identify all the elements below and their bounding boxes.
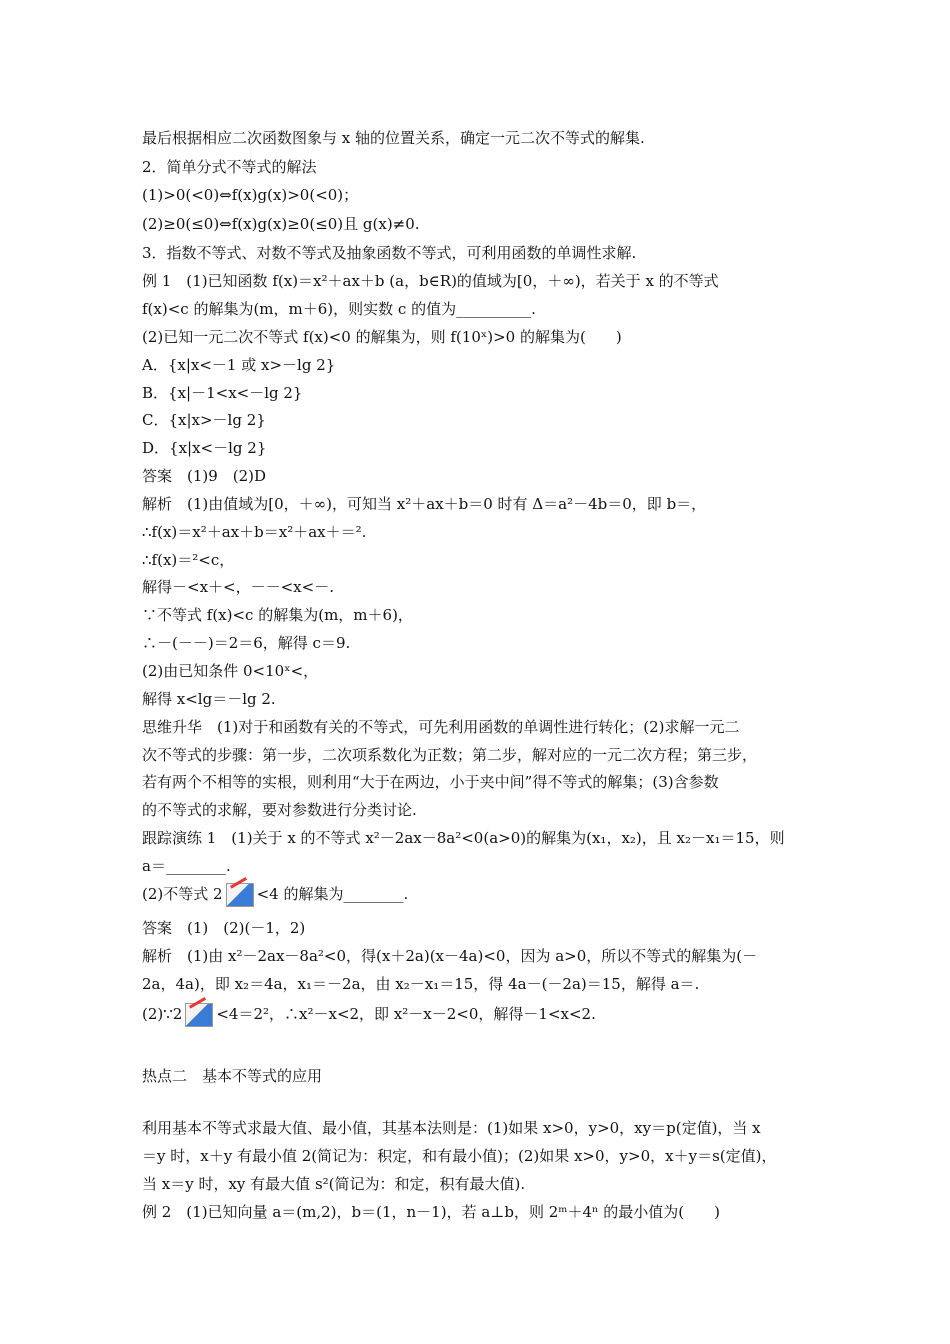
text-line: 若有两个不相等的实根，则利用“大于在两边，小于夹中间”得不等式的解集；(3)含参数: [142, 773, 719, 791]
text-segment: (2)不等式 2: [142, 885, 223, 903]
text-line: (1)>0(<0)⇔f(x)g(x)>0(<0)；: [142, 186, 359, 204]
text-segment: (2)∵2: [142, 1005, 183, 1023]
text-line: f(x)<c 的解集为(m，m＋6)，则实数 c 的值为__________.: [142, 300, 536, 318]
broken-image-icon: [226, 883, 254, 907]
text-line: D．{x|x<－lg 2}: [142, 439, 267, 457]
text-line: (2)已知一元二次不等式 f(x)<0 的解集为，则 f(10ˣ)>0 的解集为( ): [142, 328, 622, 346]
text-segment: <4＝2²，∴x²－x<2，即 x²－x－2<0，解得－1<x<2.: [216, 1005, 596, 1023]
text-line: 例 1 (1)已知函数 f(x)＝x²＋ax＋b (a，b∈R)的值域为[0，＋∞)，若关于 x 的不等式: [142, 272, 719, 290]
text-line: ∵不等式 f(x)<c 的解集为(m，m＋6)，: [142, 606, 413, 624]
text-line: 热点二 基本不等式的应用: [142, 1067, 323, 1085]
text-line: 解得－<x＋<，－－<x<－.: [142, 578, 334, 596]
text-line-with-image: [142, 1003, 820, 1027]
text-line: 解析 (1)由值域为[0，＋∞)，可知当 x²＋ax＋b＝0 时有 Δ＝a²－4b＝0，即 b＝，: [142, 495, 707, 513]
text-line: 答案 (1) (2)(－1，2): [142, 919, 306, 937]
text-line: 3．指数不等式、对数不等式及抽象函数不等式，可利用函数的单调性求解.: [142, 244, 637, 262]
text-line: ∴f(x)＝²<c，: [142, 551, 235, 569]
text-line: A．{x|x<－1 或 x>－lg 2}: [142, 356, 336, 374]
text-line: 答案 (1)9 (2)D: [142, 467, 267, 485]
text-line: 当 x＝y 时，xy 有最大值 s²(简记为：和定，积有最大值).: [142, 1175, 526, 1193]
text-line: C．{x|x>－lg 2}: [142, 411, 266, 429]
text-line: (2)由已知条件 0<10ˣ<，: [142, 662, 319, 680]
text-line: a＝________.: [142, 857, 231, 875]
text-line-with-image: [142, 883, 820, 907]
text-line: 利用基本不等式求最大值、最小值，其基本法则是：(1)如果 x>0，y>0，xy＝p(定值)，当 x: [142, 1119, 761, 1137]
text-segment: <4 的解集为________.: [256, 885, 409, 903]
text-line: ∴－(－－)＝2＝6，解得 c＝9.: [142, 634, 351, 652]
text-line: 思维升华 (1)对于和函数有关的不等式，可先利用函数的单调性进行转化；(2)求解一元二: [142, 718, 740, 736]
text-line: 跟踪演练 1 (1)关于 x 的不等式 x²－2ax－8a²<0(a>0)的解集为(x₁，x₂)，且 x₂－x₁＝15，则: [142, 829, 785, 847]
text-line: 次不等式的步骤：第一步，二次项系数化为正数；第二步，解对应的一元二次方程；第三步，: [142, 746, 758, 764]
text-line: 解析 (1)由 x²－2ax－8a²<0，得(x＋2a)(x－4a)<0，因为 a>0，所以不等式的解集为(－: [142, 947, 758, 965]
broken-image-icon: [185, 1003, 213, 1027]
text-line: 2．简单分式不等式的解法: [142, 158, 317, 176]
text-line: B．{x|－1<x<－lg 2}: [142, 384, 303, 402]
text-line: 最后根据相应二次函数图象与 x 轴的位置关系，确定一元二次不等式的解集.: [142, 129, 645, 147]
text-line: 解得 x<lg＝－lg 2.: [142, 690, 276, 708]
text-line: 的不等式的求解，要对参数进行分类讨论.: [142, 801, 417, 819]
text-line: ＝y 时，x＋y 有最小值 2(简记为：积定，和有最小值)；(2)如果 x>0，y>0，x＋y＝s(定值)，: [142, 1147, 777, 1165]
text-line: 2a，4a)，即 x₂＝4a，x₁＝－2a，由 x₂－x₁＝15，得 4a－(－2a)＝15，解得 a＝.: [142, 975, 700, 993]
text-line: 例 2 (1)已知向量 a＝(m,2)，b＝(1，n－1)，若 a⊥b，则 2ᵐ＋4ⁿ 的最小值为( ): [142, 1203, 721, 1221]
text-line: (2)≥0(≤0)⇔f(x)g(x)≥0(≤0)且 g(x)≠0.: [142, 215, 420, 233]
text-line: ∴f(x)＝x²＋ax＋b＝x²＋ax＋＝².: [142, 523, 367, 541]
